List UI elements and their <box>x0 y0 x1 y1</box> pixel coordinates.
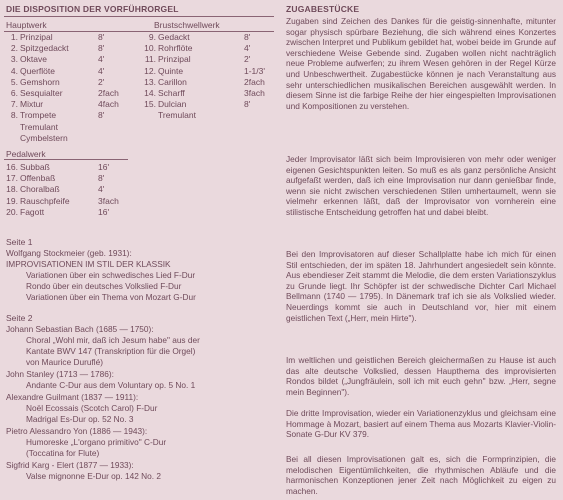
register-value: 3fach <box>244 88 265 98</box>
register-number: 19. <box>6 195 18 206</box>
register-row <box>2 162 138 173</box>
zugabe-title: ZUGABESTÜCKE <box>286 4 360 14</box>
register-number: 8. <box>10 110 18 121</box>
register-row <box>2 99 138 110</box>
register-value: 8' <box>244 32 251 42</box>
seite2-heading: Seite 2 <box>6 313 33 323</box>
seite2-composer: John Stanley (1713 — 1786): <box>6 369 114 379</box>
register-name: Rohrflöte <box>158 43 193 54</box>
text-paragraph: Bei all diesen Improvisationen galt es, sich die Formprinzipien, die melodischen Eigentümlichkeiten, die rhythmischen Abläufe und die harmonischen Konzeptionen jener Zeit nach Möglichkeit zu eigen zu machen. <box>286 454 556 496</box>
title-divider <box>4 16 274 17</box>
register-row <box>2 207 138 218</box>
register-row <box>140 66 284 77</box>
pedalwerk-heading: Pedalwerk <box>6 149 46 159</box>
register-number: 18. <box>6 184 18 195</box>
seite2-piece: Humoreske „L'organo primitivo" C-Dur <box>26 437 167 447</box>
register-name: Quinte <box>158 65 184 76</box>
register-name: Querflöte <box>20 65 55 76</box>
register-name: Offenbaß <box>20 173 56 184</box>
register-number: 13. <box>144 76 156 87</box>
register-row <box>2 43 138 54</box>
register-name: Gedackt <box>158 32 190 42</box>
seite1-piece: Variationen über ein schwedisches Lied F-Dur <box>26 270 196 280</box>
register-value: 2' <box>244 54 251 65</box>
register-number: 7. <box>10 99 18 110</box>
register-number: 1. <box>10 32 18 42</box>
register-number: 11. <box>144 54 156 65</box>
register-name: Carillon <box>158 76 187 87</box>
register-row <box>2 66 138 77</box>
seite2-piece: Choral „Wohl mir, daß ich Jesum habe" aus der <box>26 335 200 345</box>
register-value: 4fach <box>98 99 119 110</box>
register-row <box>2 173 138 184</box>
seite2-composer: Sigfrid Karg - Elert (1877 — 1933): <box>6 460 134 470</box>
register-row <box>2 110 138 121</box>
register-row <box>140 88 284 99</box>
seite2-piece: Noël Ecossais (Scotch Carol) F-Dur <box>26 403 158 413</box>
register-value: 16' <box>98 206 110 217</box>
register-name: Tremulant <box>20 121 58 132</box>
register-name: Sesquialter <box>20 88 63 98</box>
register-name: Prinzipal <box>158 54 191 65</box>
pedalwerk-divider <box>4 159 128 160</box>
register-name: Mixtur <box>20 99 44 110</box>
brustschwellwerk-heading: Brustschwellwerk <box>154 20 220 30</box>
register-value: 4' <box>98 54 105 65</box>
seite2-piece: Andante C-Dur aus dem Voluntary op. 5 No. 1 <box>26 380 196 390</box>
register-value: 8' <box>98 32 105 42</box>
seite2-composer: Alexandre Guilmant (1837 — 1911): <box>6 392 139 402</box>
register-name: Choralbaß <box>20 184 60 195</box>
register-number: 9. <box>148 32 156 42</box>
register-value: 8' <box>98 43 105 54</box>
text-paragraph: Zugaben sind Zeichen des Dankes für die geistig-sinnenhafte, mitunter sogar physisch spürbare Beziehung, die sich während eines Konzertes zwischen Interpret und Publikum gebildet hat, wobei beide im Grunde auf verschiedene Weise Gebende sind. Zugaben wollen nicht nachträglich neue Probleme aufwerfen; zu ihrem Wesen gehören in der Regel Kürze und Unbeschwertheit. Zugabestücke können je nach Veranstaltung aus sehr unterschiedlichen musikalischen Bereichen ausgewählt werden. In diesem Sinne ist die farbige Reihe der hier eingespielten Improvisationen und Kompositionen zu verstehen. <box>286 16 556 111</box>
register-number: 12. <box>144 65 156 76</box>
seite1-program-title: IMPROVISATIONEN IM STIL DER KLASSIK <box>6 259 171 269</box>
text-paragraph: Jeder Improvisator läßt sich beim Improvisieren von mehr oder weniger eigenen Gesichtspunkten leiten. So muß es als ganz persönliche Ansicht aufgefaßt werden, daß ich eine Improvisation nur dann genießbar finde, wenn sie nicht zwischen verschiedenen Stilen umhertaumelt, wenn sie vielmehr erkennen läßt, daß der Improvisator von vornherein eine stilistische Entscheidung getroffen hat und dabei bleibt. <box>286 154 556 217</box>
register-number: 2. <box>10 43 18 54</box>
disposition-title: DIE DISPOSITION DER VORFÜHRORGEL <box>6 4 179 14</box>
register-number: 17. <box>6 173 18 184</box>
register-number: 3. <box>10 54 18 65</box>
register-name: Prinzipal <box>20 32 53 42</box>
seite1-piece: Variationen über ein Thema von Mozart G-Dur <box>26 292 196 302</box>
hauptwerk-heading: Hauptwerk <box>6 20 47 30</box>
seite1-heading: Seite 1 <box>6 237 33 247</box>
register-value: 2fach <box>98 88 119 98</box>
register-value: 8' <box>98 110 105 121</box>
seite2-composer: Pietro Alessandro Yon (1886 — 1943): <box>6 426 148 436</box>
seite1-composer: Wolfgang Stockmeier (geb. 1931): <box>6 248 132 258</box>
register-value: 8' <box>98 173 105 184</box>
register-row <box>2 54 138 65</box>
seite2-piece: Madrigal Es-Dur op. 52 No. 3 <box>26 414 134 424</box>
register-value: 8' <box>244 99 251 110</box>
register-name: Scharff <box>158 88 185 98</box>
register-value: 1-1/3' <box>244 65 265 76</box>
register-number: 6. <box>10 88 18 98</box>
register-name: Subbaß <box>20 162 50 172</box>
register-row <box>140 77 284 88</box>
register-value: 4' <box>98 184 105 195</box>
register-number: 10. <box>144 43 156 54</box>
register-row <box>140 54 284 65</box>
register-value: 4' <box>98 65 105 76</box>
register-row <box>2 122 138 133</box>
register-row <box>2 184 138 195</box>
seite1-piece: Rondo über ein deutsches Volkslied F-Dur <box>26 281 182 291</box>
register-value: 2' <box>98 76 105 87</box>
register-row <box>2 133 138 144</box>
register-name: Oktave <box>20 54 47 65</box>
seite2-piece: Kantate BWV 147 (Transkription für die Orgel) <box>26 346 196 356</box>
text-paragraph: Im weltlichen und geistlichen Bereich gleichermaßen zu Hause ist auch das alte deutsche Volkslied, dessen Haupthema des improvisierten Rondos bildet („Jungfräulein, soll ich mit euch gehn" bzw. „Herr, segne mein Beginnen"). <box>286 355 556 397</box>
text-paragraph: Bei den Improvisatoren auf dieser Schallplatte habe ich mich für einen Stil entschieden, der im späten 18. Jahrhundert angesiedelt sein könnte. Aus ebendieser Zeit stammt die Melodie, die dem ersten Variationszyklus zu Grunde liegt. Ihr Schöpfer ist der schwedische Dichter Carl Michael Bellmann (1740 — 1795). In Dänemark traf ich sie als Volkslied wieder. Neuerdings kommt sie auch in Deutschland vor, hier mit einem geistlichen Text („Herr, mein Hirte"). <box>286 249 556 323</box>
seite2-composer: Johann Sebastian Bach (1685 — 1750): <box>6 324 154 334</box>
register-value: 2fach <box>244 76 265 87</box>
register-name: Trompete <box>20 110 57 121</box>
register-name: Dulcian <box>158 99 187 110</box>
seite2-piece: von Maurice Duruflé) <box>26 357 104 367</box>
register-value: 4' <box>244 43 251 54</box>
seite2-piece: Valse mignonne E-Dur op. 142 No. 2 <box>26 471 161 481</box>
register-number: 5. <box>10 76 18 87</box>
register-name: Rauschpfeife <box>20 195 70 206</box>
register-number: 20. <box>6 206 18 217</box>
register-name: Gemshorn <box>20 76 60 87</box>
register-name: Tremulant <box>158 110 196 121</box>
register-row <box>2 77 138 88</box>
register-name: Fagott <box>20 206 45 217</box>
register-number: 4. <box>10 65 18 76</box>
register-row <box>140 110 284 121</box>
register-row <box>2 88 138 99</box>
text-paragraph: Die dritte Improvisation, wieder ein Variationenzyklus und gleichsam eine Hommage à Mozart, basiert auf einem Thema aus Mozarts Klavier-Violin-Sonate G-Dur KV 379. <box>286 408 556 440</box>
register-value: 16' <box>98 162 110 172</box>
register-number: 16. <box>6 162 18 172</box>
register-number: 15. <box>144 99 156 110</box>
register-row <box>140 43 284 54</box>
register-row <box>2 32 138 43</box>
register-row <box>140 32 284 43</box>
seite2-piece: (Toccatina for Flute) <box>26 448 100 458</box>
register-name: Spitzgedackt <box>20 43 69 54</box>
register-number: 14. <box>144 88 156 98</box>
register-name: Cymbelstern <box>20 132 68 143</box>
register-row <box>2 196 138 207</box>
register-value: 3fach <box>98 195 119 206</box>
register-row <box>140 99 284 110</box>
